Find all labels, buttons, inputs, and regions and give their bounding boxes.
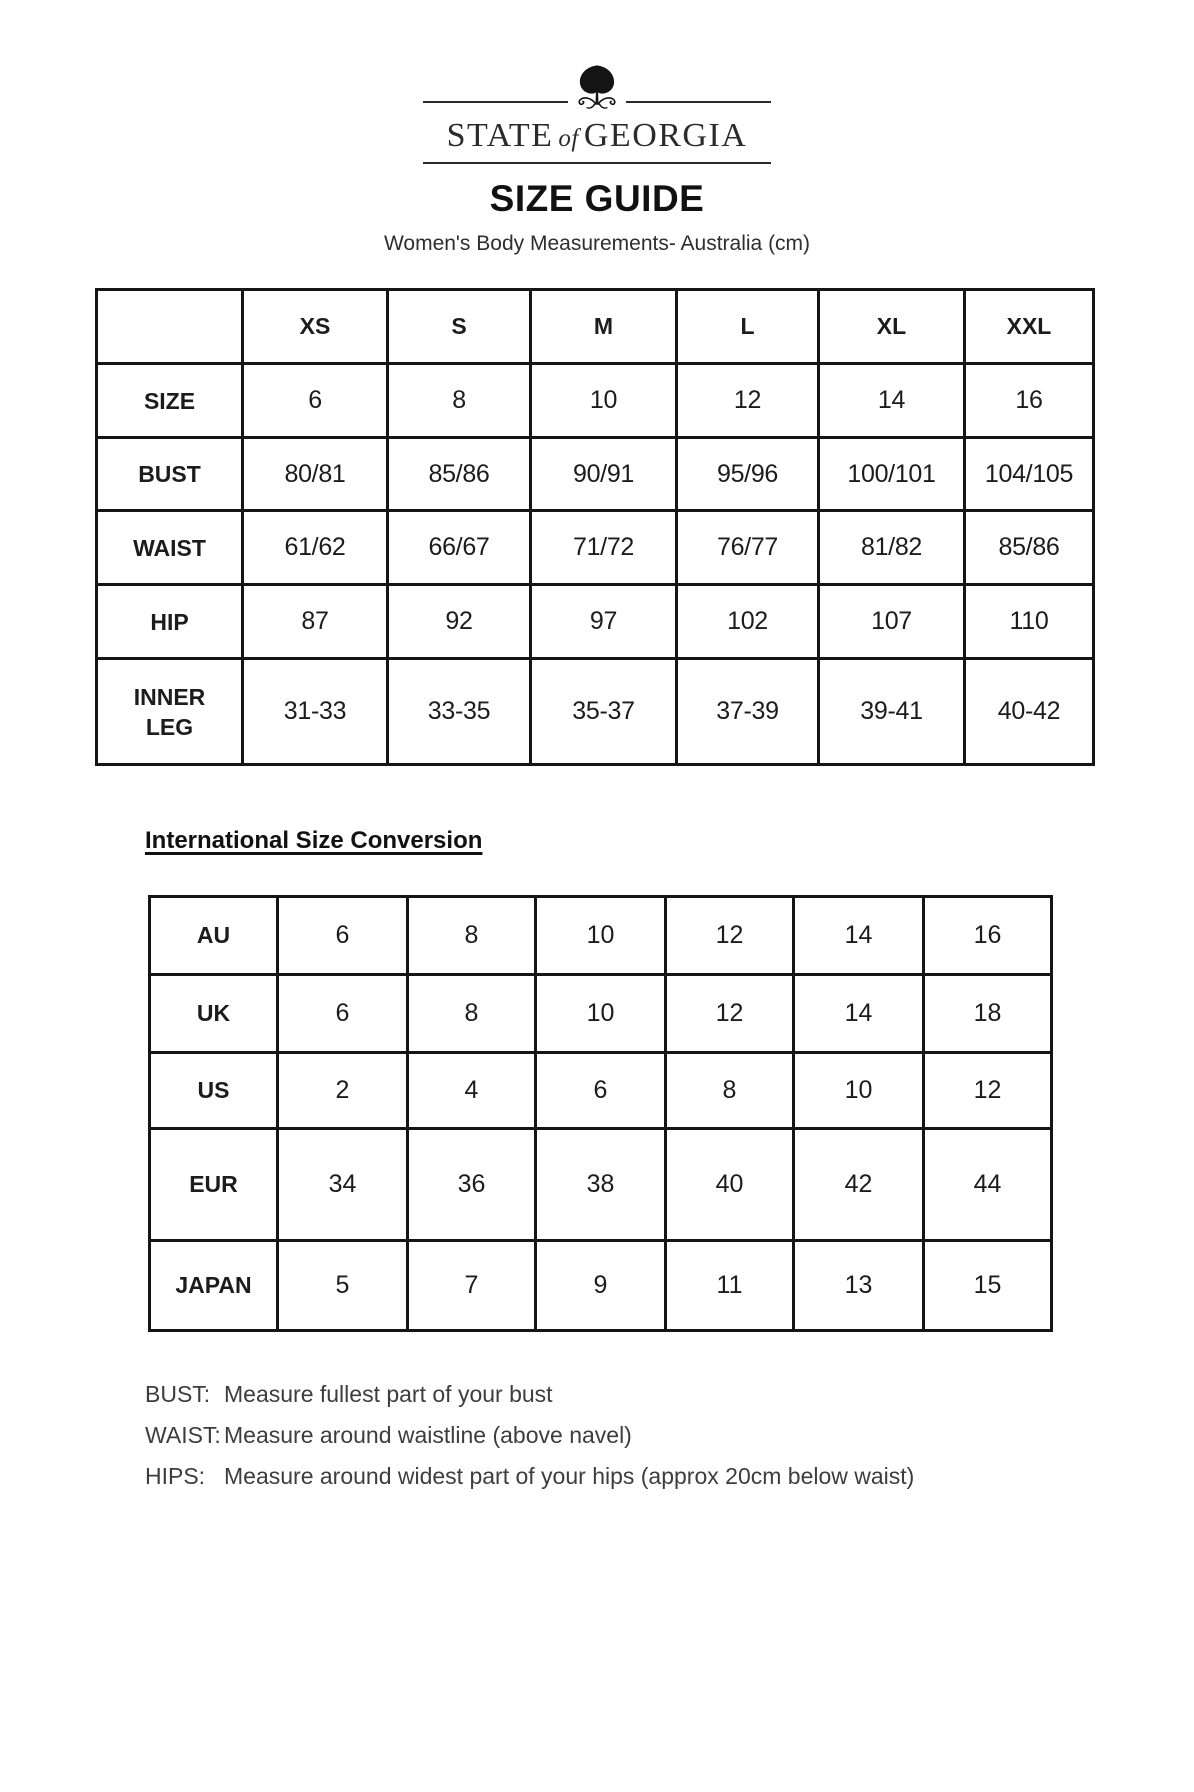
value-cell: 42 — [794, 1129, 924, 1241]
value-cell: 16 — [965, 364, 1094, 438]
brand-name — [423, 116, 771, 159]
row-label-cell: US — [150, 1053, 278, 1129]
value-cell: 81/82 — [819, 511, 965, 585]
logo-rule-bottom — [423, 162, 771, 164]
value-cell: 11 — [666, 1241, 794, 1331]
table-row-us — [150, 1053, 1052, 1129]
value-cell: 9 — [536, 1241, 666, 1331]
value-cell: 6 — [536, 1053, 666, 1129]
row-label-cell: SIZE — [97, 364, 243, 438]
column-header-cell: XS — [243, 290, 388, 364]
value-cell: 12 — [666, 975, 794, 1053]
value-cell: 6 — [243, 364, 388, 438]
value-cell: 31-33 — [243, 659, 388, 765]
page-subtitle: Women's Body Measurements- Australia (cm) — [383, 232, 811, 255]
value-cell: 4 — [408, 1053, 536, 1129]
value-cell: 90/91 — [531, 438, 677, 511]
column-header-cell: M — [531, 290, 677, 364]
table-row-eur — [150, 1129, 1052, 1241]
value-cell: 110 — [965, 585, 1094, 659]
row-label-cell: BUST — [97, 438, 243, 511]
measurement-table — [95, 288, 1095, 766]
value-cell: 76/77 — [677, 511, 819, 585]
column-header-cell: S — [388, 290, 531, 364]
note-text: Measure around waistline (above navel) — [224, 1422, 632, 1448]
page-title: SIZE GUIDE — [489, 178, 705, 219]
value-cell: 10 — [794, 1053, 924, 1129]
value-cell: 37-39 — [677, 659, 819, 765]
logo-rule-right — [626, 101, 771, 103]
value-cell: 10 — [536, 897, 666, 975]
value-cell: 10 — [536, 975, 666, 1053]
value-cell: 6 — [278, 897, 408, 975]
row-label-cell: EUR — [150, 1129, 278, 1241]
value-cell: 40 — [666, 1129, 794, 1241]
brand-logo — [423, 64, 771, 164]
value-cell: 13 — [794, 1241, 924, 1331]
value-cell: 33-35 — [388, 659, 531, 765]
note-text: Measure fullest part of your bust — [224, 1381, 553, 1407]
value-cell: 12 — [666, 897, 794, 975]
note-label: BUST: — [145, 1381, 211, 1407]
row-label-cell: HIP — [97, 585, 243, 659]
row-label-cell: WAIST — [97, 511, 243, 585]
value-cell: 2 — [278, 1053, 408, 1129]
note-text: Measure around widest part of your hips (approx 20cm below waist) — [224, 1463, 915, 1489]
note-label: HIPS: — [145, 1463, 206, 1489]
note-label: WAIST: — [145, 1422, 221, 1448]
measurement-table-header-row — [97, 290, 1094, 364]
value-cell: 12 — [924, 1053, 1052, 1129]
table-row-hip — [97, 585, 1094, 659]
value-cell: 80/81 — [243, 438, 388, 511]
value-cell: 71/72 — [531, 511, 677, 585]
value-cell: 8 — [666, 1053, 794, 1129]
row-label-cell: UK — [150, 975, 278, 1053]
note-bust — [145, 1374, 914, 1415]
value-cell: 85/86 — [965, 511, 1094, 585]
note-waist — [145, 1415, 914, 1456]
value-cell: 34 — [278, 1129, 408, 1241]
value-cell: 8 — [408, 975, 536, 1053]
conversion-table — [148, 895, 1053, 1332]
value-cell: 102 — [677, 585, 819, 659]
row-label-cell: AU — [150, 897, 278, 975]
value-cell: 107 — [819, 585, 965, 659]
value-cell: 87 — [243, 585, 388, 659]
value-cell: 10 — [531, 364, 677, 438]
value-cell: 7 — [408, 1241, 536, 1331]
row-label-cell: JAPAN — [150, 1241, 278, 1331]
column-header-cell: XXL — [965, 290, 1094, 364]
table-row-uk — [150, 975, 1052, 1053]
value-cell: 97 — [531, 585, 677, 659]
table-row-inner-leg — [97, 659, 1094, 765]
value-cell: 40-42 — [965, 659, 1094, 765]
row-label-cell: INNER LEG — [97, 659, 243, 765]
value-cell: 6 — [278, 975, 408, 1053]
value-cell: 36 — [408, 1129, 536, 1241]
value-cell: 18 — [924, 975, 1052, 1053]
value-cell: 85/86 — [388, 438, 531, 511]
table-row-waist — [97, 511, 1094, 585]
note-hips — [145, 1456, 914, 1497]
value-cell: 95/96 — [677, 438, 819, 511]
value-cell: 8 — [408, 897, 536, 975]
value-cell: 92 — [388, 585, 531, 659]
logo-top-row — [423, 64, 771, 114]
value-cell: 35-37 — [531, 659, 677, 765]
table-row-japan — [150, 1241, 1052, 1331]
value-cell: 14 — [794, 897, 924, 975]
brand-name-middle: of — [558, 125, 579, 152]
brand-name-left: STATE — [446, 117, 554, 154]
value-cell: 15 — [924, 1241, 1052, 1331]
brand-header — [0, 64, 1194, 256]
value-cell: 100/101 — [819, 438, 965, 511]
value-cell: 104/105 — [965, 438, 1094, 511]
column-header-cell: XL — [819, 290, 965, 364]
table-row-bust — [97, 438, 1094, 511]
value-cell: 61/62 — [243, 511, 388, 585]
value-cell: 5 — [278, 1241, 408, 1331]
value-cell: 8 — [388, 364, 531, 438]
table-row-au — [150, 897, 1052, 975]
value-cell: 12 — [677, 364, 819, 438]
column-header-cell: L — [677, 290, 819, 364]
value-cell: 16 — [924, 897, 1052, 975]
conversion-heading: International Size Conversion — [145, 827, 483, 854]
column-header-cell — [97, 290, 243, 364]
brand-name-right: GEORGIA — [583, 117, 748, 154]
value-cell: 39-41 — [819, 659, 965, 765]
logo-rule-left — [423, 101, 568, 103]
tree-icon — [569, 64, 625, 114]
value-cell: 66/67 — [388, 511, 531, 585]
value-cell: 38 — [536, 1129, 666, 1241]
measurement-notes — [145, 1374, 914, 1497]
value-cell: 14 — [794, 975, 924, 1053]
table-row-size — [97, 364, 1094, 438]
value-cell: 44 — [924, 1129, 1052, 1241]
value-cell: 14 — [819, 364, 965, 438]
